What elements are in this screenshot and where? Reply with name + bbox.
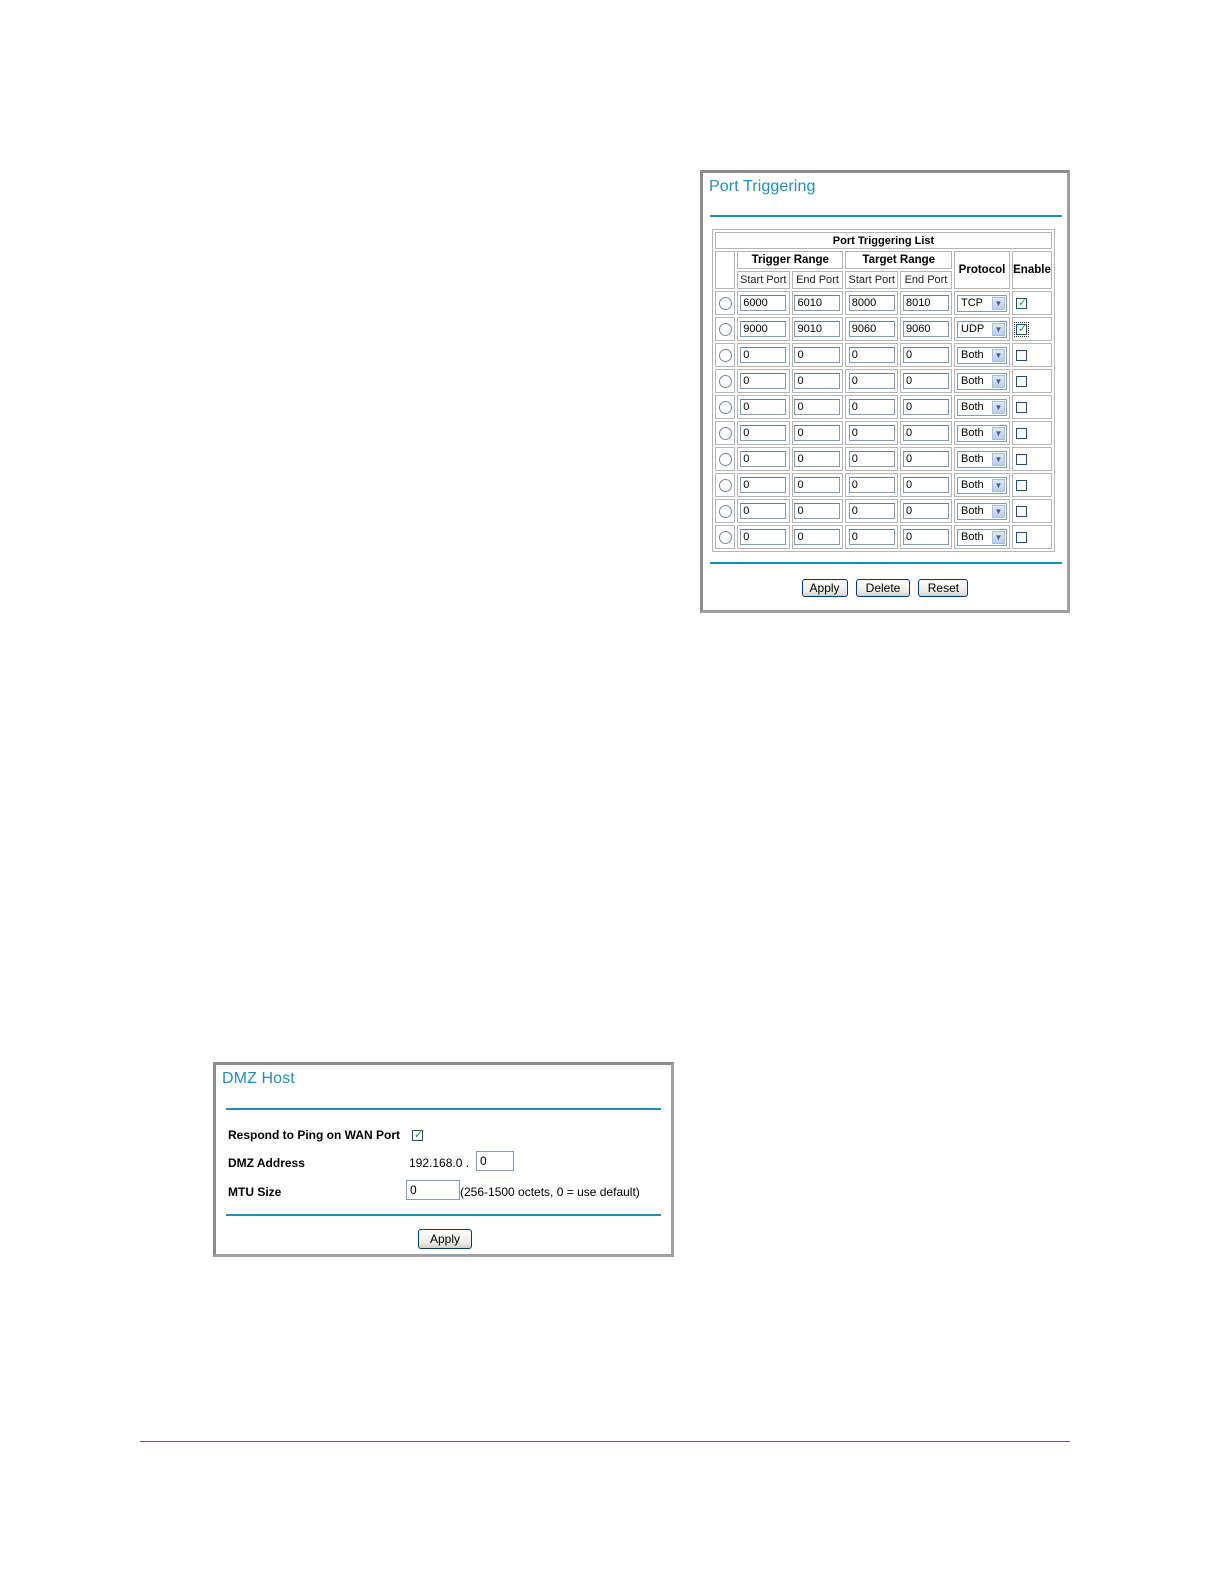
- target-start-port-input[interactable]: 0: [849, 373, 895, 389]
- enable-cell: [1012, 473, 1052, 497]
- port-cell: [900, 447, 952, 471]
- protocol-value: Both: [961, 453, 984, 465]
- port-cell: [900, 369, 952, 393]
- row-select-cell: [715, 447, 735, 471]
- protocol-value: Both: [961, 531, 984, 543]
- row-select-cell: [715, 421, 735, 445]
- protocol-cell: [954, 421, 1010, 445]
- enable-cell: [1012, 499, 1052, 523]
- protocol-cell: [954, 499, 1010, 523]
- target-start-port-input[interactable]: 8000: [849, 295, 895, 311]
- chevron-down-icon[interactable]: ▼: [992, 375, 1005, 388]
- port-cell: [792, 499, 844, 523]
- protocol-header: Protocol: [954, 251, 1010, 289]
- protocol-value: Both: [961, 375, 984, 387]
- enable-cell: [1012, 395, 1052, 419]
- chevron-down-icon[interactable]: ▼: [992, 531, 1005, 544]
- chevron-down-icon[interactable]: ▼: [992, 349, 1005, 362]
- port-cell: [900, 473, 952, 497]
- port-triggering-table: [712, 229, 1055, 552]
- mtu-size-hint: (256-1500 octets, 0 = use default): [460, 1185, 640, 1199]
- trigger-end-port-input[interactable]: 0: [794, 399, 840, 415]
- mtu-size-input[interactable]: 0: [406, 1180, 460, 1200]
- trigger-start-port-input[interactable]: 6000: [740, 295, 786, 311]
- protocol-cell: [954, 369, 1010, 393]
- target-end-port-input[interactable]: 0: [903, 477, 949, 493]
- enable-cell: [1012, 317, 1052, 341]
- port-cell: [737, 525, 790, 549]
- port-cell: [792, 447, 844, 471]
- dmz-host-title: DMZ Host: [222, 1070, 295, 1087]
- port-cell: [845, 369, 898, 393]
- table-row: [715, 343, 1052, 367]
- protocol-value: Both: [961, 427, 984, 439]
- target-start-port-input[interactable]: 0: [849, 399, 895, 415]
- mtu-size-label: MTU Size: [228, 1185, 282, 1199]
- respond-ping-label: Respond to Ping on WAN Port: [228, 1128, 400, 1142]
- dmz-host-panel: [213, 1062, 674, 1257]
- row-select-radio[interactable]: [719, 531, 732, 544]
- port-cell: [900, 525, 952, 549]
- target-start-port-input[interactable]: 0: [849, 529, 895, 545]
- reset-button[interactable]: Reset: [918, 579, 968, 597]
- port-cell: [737, 499, 790, 523]
- row-select-radio[interactable]: [719, 323, 732, 336]
- port-cell: [792, 343, 844, 367]
- divider: [226, 1214, 661, 1216]
- trigger-end-port-input[interactable]: 0: [794, 477, 840, 493]
- target-start-port-input[interactable]: 9060: [849, 321, 895, 337]
- target-start-port-input[interactable]: 0: [849, 347, 895, 363]
- protocol-select[interactable]: [957, 373, 1007, 390]
- enable-cell: [1012, 369, 1052, 393]
- port-cell: [737, 343, 790, 367]
- protocol-value: Both: [961, 505, 984, 517]
- target-end-port-input[interactable]: 0: [903, 451, 949, 467]
- protocol-value: Both: [961, 349, 984, 361]
- port-cell: [792, 525, 844, 549]
- delete-button[interactable]: Delete: [856, 579, 910, 597]
- dmz-address-input[interactable]: 0: [476, 1151, 514, 1171]
- port-cell: [845, 395, 898, 419]
- dmz-address-label: DMZ Address: [228, 1156, 305, 1170]
- trigger-start-port-input[interactable]: 0: [740, 425, 786, 441]
- enable-header: Enable: [1012, 251, 1052, 289]
- enable-checkbox[interactable]: [1016, 402, 1027, 413]
- target-end-port-input[interactable]: 0: [903, 503, 949, 519]
- enable-cell: [1012, 343, 1052, 367]
- target-start-port-input[interactable]: 0: [849, 451, 895, 467]
- row-select-radio[interactable]: [719, 505, 732, 518]
- target-start-port-input[interactable]: 0: [849, 477, 895, 493]
- row-select-cell: [715, 369, 735, 393]
- trigger-start-port-input[interactable]: 0: [740, 399, 786, 415]
- dmz-apply-button[interactable]: Apply: [418, 1229, 472, 1249]
- port-cell: [845, 291, 898, 315]
- enable-cell: [1012, 421, 1052, 445]
- port-cell: [737, 421, 790, 445]
- port-cell: [792, 291, 844, 315]
- trigger-end-port-input[interactable]: 0: [794, 529, 840, 545]
- enable-checkbox[interactable]: [1016, 454, 1027, 465]
- chevron-down-icon[interactable]: ▼: [992, 427, 1005, 440]
- port-triggering-title: Port Triggering: [709, 178, 816, 195]
- trigger-start-port-input[interactable]: 0: [740, 347, 786, 363]
- port-cell: [737, 369, 790, 393]
- target-end-port-header: End Port: [900, 271, 952, 289]
- protocol-value: UDP: [961, 323, 985, 335]
- dmz-address-row: [228, 1156, 305, 1170]
- protocol-select[interactable]: [957, 399, 1007, 416]
- footer-rule: [140, 1441, 1070, 1442]
- target-start-port-input[interactable]: 0: [849, 425, 895, 441]
- mtu-size-row: [228, 1185, 281, 1199]
- protocol-cell: [954, 343, 1010, 367]
- port-cell: [737, 447, 790, 471]
- target-end-port-input[interactable]: 0: [903, 425, 949, 441]
- protocol-cell: [954, 395, 1010, 419]
- trigger-start-port-header: Start Port: [737, 271, 790, 289]
- trigger-end-port-header: End Port: [792, 271, 844, 289]
- select-column-header: [715, 251, 735, 289]
- protocol-select[interactable]: [957, 529, 1007, 546]
- target-end-port-input[interactable]: 0: [903, 373, 949, 389]
- protocol-cell: [954, 473, 1010, 497]
- trigger-end-port-input[interactable]: 0: [794, 425, 840, 441]
- table-row: [715, 369, 1052, 393]
- target-range-header: Target Range: [845, 251, 952, 269]
- port-cell: [845, 525, 898, 549]
- trigger-start-port-input[interactable]: 0: [740, 451, 786, 467]
- trigger-end-port-input[interactable]: 6010: [794, 295, 840, 311]
- enable-checkbox[interactable]: [1016, 350, 1027, 361]
- protocol-cell: [954, 525, 1010, 549]
- protocol-value: Both: [961, 479, 984, 491]
- row-select-radio[interactable]: [719, 453, 732, 466]
- table-row: [715, 395, 1052, 419]
- row-select-cell: [715, 473, 735, 497]
- port-cell: [792, 421, 844, 445]
- apply-button[interactable]: Apply: [802, 579, 848, 597]
- protocol-select[interactable]: [957, 347, 1007, 364]
- protocol-value: Both: [961, 401, 984, 413]
- port-triggering-panel: [700, 170, 1070, 613]
- trigger-start-port-input[interactable]: 0: [740, 529, 786, 545]
- row-select-radio[interactable]: [719, 297, 732, 310]
- target-end-port-input[interactable]: 0: [903, 399, 949, 415]
- enable-checkbox[interactable]: [1016, 506, 1027, 517]
- row-select-cell: [715, 317, 735, 341]
- protocol-cell: [954, 317, 1010, 341]
- divider: [710, 215, 1062, 217]
- port-cell: [845, 421, 898, 445]
- trigger-start-port-input[interactable]: 0: [740, 503, 786, 519]
- chevron-down-icon[interactable]: ▼: [992, 297, 1005, 310]
- protocol-cell: [954, 447, 1010, 471]
- trigger-end-port-input[interactable]: 9010: [794, 321, 840, 337]
- trigger-end-port-input[interactable]: 0: [794, 347, 840, 363]
- row-select-radio[interactable]: [719, 401, 732, 414]
- trigger-end-port-input[interactable]: 0: [794, 503, 840, 519]
- port-cell: [737, 291, 790, 315]
- protocol-select[interactable]: [957, 295, 1007, 312]
- chevron-down-icon[interactable]: ▼: [992, 453, 1005, 466]
- row-select-radio[interactable]: [719, 375, 732, 388]
- dmz-address-prefix: 192.168.0 .: [409, 1156, 470, 1170]
- port-triggering-buttons: [703, 579, 1067, 597]
- row-select-cell: [715, 395, 735, 419]
- enable-cell: [1012, 291, 1052, 315]
- enable-checkbox[interactable]: [1016, 376, 1027, 387]
- protocol-select[interactable]: [957, 503, 1007, 520]
- port-cell: [900, 499, 952, 523]
- row-select-cell: [715, 525, 735, 549]
- port-cell: [792, 317, 844, 341]
- enable-cell: [1012, 447, 1052, 471]
- row-select-radio[interactable]: [719, 427, 732, 440]
- trigger-start-port-input[interactable]: 9000: [740, 321, 786, 337]
- target-end-port-input[interactable]: 0: [903, 529, 949, 545]
- chevron-down-icon[interactable]: ▼: [992, 479, 1005, 492]
- enable-checkbox[interactable]: [1016, 480, 1027, 491]
- row-select-cell: [715, 291, 735, 315]
- trigger-start-port-input[interactable]: 0: [740, 477, 786, 493]
- port-cell: [737, 473, 790, 497]
- row-select-radio[interactable]: [719, 349, 732, 362]
- enable-checkbox[interactable]: [1016, 428, 1027, 439]
- trigger-end-port-input[interactable]: 0: [794, 373, 840, 389]
- port-cell: [737, 317, 790, 341]
- enable-checkbox[interactable]: [1016, 532, 1027, 543]
- table-row: [715, 317, 1052, 341]
- chevron-down-icon[interactable]: ▼: [992, 505, 1005, 518]
- table-row: [715, 473, 1052, 497]
- table-row: [715, 447, 1052, 471]
- port-cell: [845, 317, 898, 341]
- port-cell: [845, 447, 898, 471]
- target-start-port-input[interactable]: 0: [849, 503, 895, 519]
- row-select-cell: [715, 343, 735, 367]
- respond-ping-row: [228, 1128, 400, 1142]
- port-cell: [900, 343, 952, 367]
- table-row: [715, 499, 1052, 523]
- port-cell: [845, 343, 898, 367]
- table-row: [715, 421, 1052, 445]
- port-cell: [900, 421, 952, 445]
- protocol-cell: [954, 291, 1010, 315]
- protocol-select[interactable]: [957, 477, 1007, 494]
- respond-ping-checkbox[interactable]: [412, 1130, 423, 1141]
- port-cell: [792, 395, 844, 419]
- divider: [226, 1108, 661, 1110]
- port-triggering-list-title: Port Triggering List: [715, 232, 1052, 249]
- protocol-select[interactable]: [957, 451, 1007, 468]
- port-cell: [900, 317, 952, 341]
- protocol-select[interactable]: [957, 321, 1007, 338]
- target-end-port-input[interactable]: 9060: [903, 321, 949, 337]
- enable-checkbox[interactable]: [1016, 324, 1027, 335]
- trigger-start-port-input[interactable]: 0: [740, 373, 786, 389]
- port-cell: [900, 395, 952, 419]
- port-cell: [845, 473, 898, 497]
- row-select-cell: [715, 499, 735, 523]
- target-end-port-input[interactable]: 0: [903, 347, 949, 363]
- port-cell: [792, 473, 844, 497]
- trigger-end-port-input[interactable]: 0: [794, 451, 840, 467]
- row-select-radio[interactable]: [719, 479, 732, 492]
- port-cell: [737, 395, 790, 419]
- table-row: [715, 525, 1052, 549]
- table-row: [715, 291, 1052, 315]
- port-cell: [900, 291, 952, 315]
- chevron-down-icon[interactable]: ▼: [992, 323, 1005, 336]
- protocol-value: TCP: [961, 297, 983, 309]
- port-cell: [845, 499, 898, 523]
- enable-checkbox[interactable]: [1016, 298, 1027, 309]
- enable-cell: [1012, 525, 1052, 549]
- trigger-range-header: Trigger Range: [737, 251, 843, 269]
- chevron-down-icon[interactable]: ▼: [992, 401, 1005, 414]
- target-start-port-header: Start Port: [845, 271, 898, 289]
- target-end-port-input[interactable]: 8010: [903, 295, 949, 311]
- protocol-select[interactable]: [957, 425, 1007, 442]
- port-cell: [792, 369, 844, 393]
- divider: [710, 562, 1062, 564]
